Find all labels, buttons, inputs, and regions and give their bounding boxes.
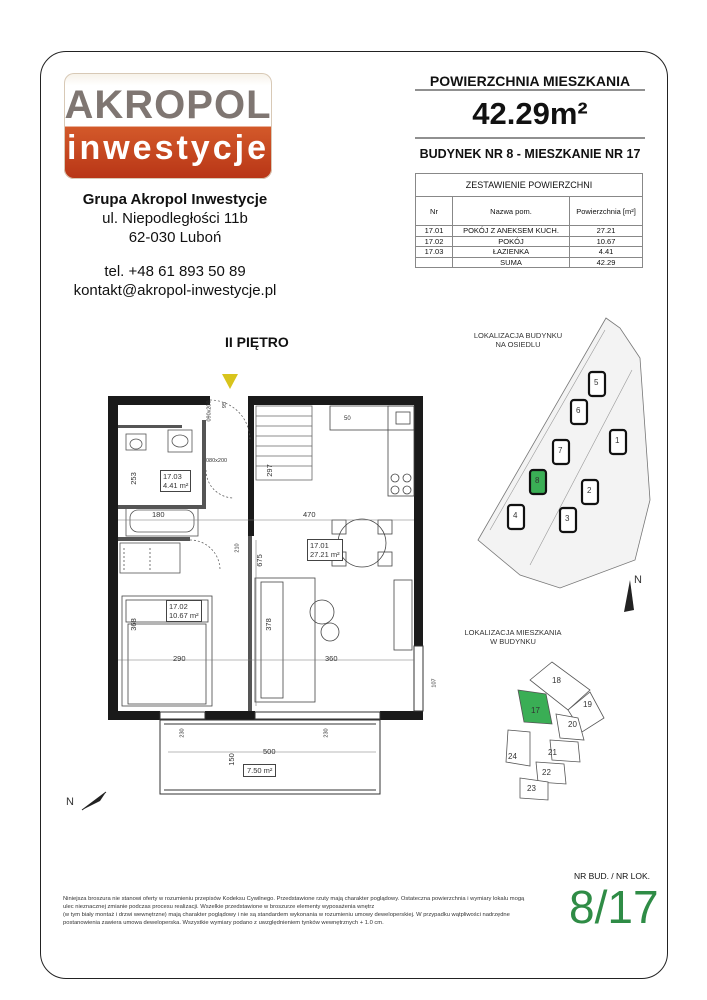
col-name: Nazwa pom.: [453, 197, 570, 226]
company-name: Grupa Akropol Inwestycje: [82, 191, 268, 208]
flat-21: 21: [548, 748, 557, 757]
dim-95: 95: [222, 401, 229, 409]
disclaimer-line: postanowienia zawiera umowa deweloperska. Wszystkie wymiary podano z uwzględnieniem tynków wewnętrznych + 1.0 cm.: [63, 920, 384, 926]
flat-area: 42.29m²: [472, 96, 588, 131]
dim-210: 210: [234, 543, 241, 553]
row-name: POKÓJ: [453, 236, 570, 247]
row-name: ŁAZIENKA: [453, 247, 570, 258]
building-8: 8: [535, 476, 540, 485]
flat-20: 20: [568, 720, 577, 729]
disclaimer: [63, 895, 573, 927]
logo-text-top: AKROPOL: [64, 83, 272, 127]
dim-230: 230: [179, 728, 186, 738]
disclaimer-line: Niniejsza broszura nie stanowi oferty w rozumieniu przepisów Kodeksu Cywilnego. Przedstawione rzuty mają charakter poglądowy. Ostateczna powierzchnia i wymiary lokalu mogą: [63, 896, 525, 902]
room-id: 17.01: [310, 541, 329, 550]
row-nr: 17.02: [416, 236, 453, 247]
col-area: Powierzchnia [m²]: [570, 197, 643, 226]
estate-north-label: N: [634, 574, 642, 586]
dim-150: 150: [226, 753, 236, 766]
flat-19: 19: [583, 700, 592, 709]
row-nr: 17.03: [416, 247, 453, 258]
plan-north-label: N: [66, 796, 74, 808]
dim-230b: 230: [323, 728, 330, 738]
company-city: 62-030 Luboń: [128, 229, 222, 246]
balcony-area-label: 7.50 m²: [243, 764, 276, 777]
disclaimer-line: ulec nieznacznej zmianie podczas procesu realizacji. Wszelkie przedstawione w broszurze elementy wyposażenia wnętrz: [63, 904, 375, 910]
row-name: POKÓJ Z ANEKSEM KUCH.: [453, 226, 570, 237]
flat-23: 23: [527, 784, 536, 793]
row-area: 27.21: [570, 226, 643, 237]
building-2: 2: [587, 486, 592, 495]
company-phone: tel. +48 61 893 50 89: [104, 263, 246, 280]
company-street: ul. Niepodległości 11b: [102, 210, 248, 227]
building-7: 7: [558, 446, 563, 455]
dim-290: 290: [173, 654, 186, 663]
nr-label: NR BUD. / NR LOK.: [574, 871, 651, 881]
dim-675: 675: [254, 554, 264, 567]
total-label: SUMA: [453, 257, 570, 268]
room-area: 10.67 m²: [169, 611, 199, 620]
row-area: 10.67: [570, 236, 643, 247]
dim-297: 297: [264, 464, 274, 477]
dim-360: 360: [325, 654, 338, 663]
dim-50: 50: [344, 416, 351, 422]
dim-180: 180: [152, 510, 165, 519]
row-area: 4.41: [570, 247, 643, 258]
dim-107: 107: [431, 678, 438, 688]
flat-18: 18: [552, 676, 561, 685]
logo-text-bottom: inwestycje: [67, 129, 269, 167]
loc-flat-title-l2: W BUDYNKU: [490, 637, 536, 646]
dim-500: 500: [263, 747, 276, 756]
disclaimer-line: (w tym biały montaż i drzwi wewnętrzne) mają charakter poglądowy i nie są standardem wykonania w rozumieniu umowy deweloperskiej. W przypadku wątpliwości nadrzędne: [63, 912, 510, 918]
dim-253: 253: [128, 472, 138, 485]
room-id: 17.02: [169, 602, 188, 611]
building-5: 5: [594, 378, 599, 387]
dim-door-090x200: 090x200: [206, 400, 213, 422]
building-6: 6: [576, 406, 581, 415]
dim-door-080x200: 080x200: [206, 458, 228, 464]
company-email: kontakt@akropol-inwestycje.pl: [73, 282, 277, 299]
building-1: 1: [615, 436, 620, 445]
col-nr: Nr: [416, 197, 453, 226]
flat-22: 22: [542, 768, 551, 777]
loc-building-title-l1: LOKALIZACJA BUDYNKU: [473, 331, 563, 340]
building-4: 4: [513, 511, 518, 520]
flat-24: 24: [508, 752, 517, 761]
dim-368: 368: [128, 618, 138, 631]
dim-470: 470: [303, 510, 316, 519]
building-3: 3: [565, 514, 570, 523]
building-flat-label: BUDYNEK NR 8 - MIESZKANIE NR 17: [419, 147, 641, 161]
floor-label: II PIĘTRO: [225, 334, 289, 350]
row-nr: 17.01: [416, 226, 453, 237]
room-id: 17.03: [163, 472, 182, 481]
area-table-caption: ZESTAWIENIE POWIERZCHNI: [416, 174, 643, 197]
room-area: 4.41 m²: [163, 481, 189, 490]
room-area: 27.21 m²: [310, 550, 340, 559]
header-title: POWIERZCHNIA MIESZKANIA: [429, 73, 631, 89]
total-value: 42.29: [570, 257, 643, 268]
nr-value: 8/17: [569, 881, 659, 933]
flat-17: 17: [531, 706, 540, 715]
dim-378: 378: [263, 618, 273, 631]
loc-building-title-l2: NA OSIEDLU: [495, 340, 541, 349]
loc-flat-title-l1: LOKALIZACJA MIESZKANIA: [464, 628, 562, 637]
